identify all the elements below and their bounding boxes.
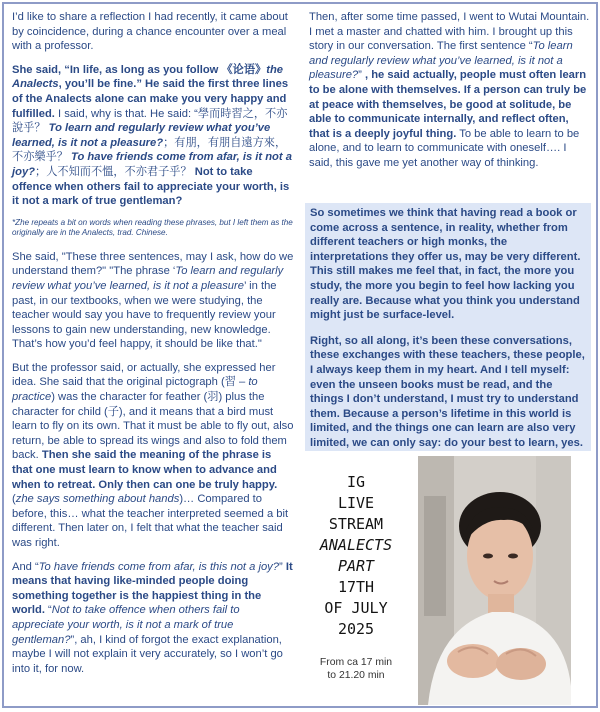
text-segment: ” [358, 69, 365, 82]
stream-label-line: STREAM [328, 515, 384, 533]
text-segment: But the professor said, or actually, she expressed her idea. She said that the original pictograph (習 – [12, 361, 276, 389]
stream-label-line: 17TH [337, 578, 375, 596]
pictograph-paragraph [12, 361, 294, 551]
text-segment: Then she said the meaning of the phrase is that one must learn to know when to advance and when to retreat. Only then can one be truly happy. [12, 449, 278, 491]
text-segment: ) was the character for feather (羽) plus the character for child (子), and it means that a bird must learn to fly on its own. That it must be able to fly out, also return, be able to spread its wings and also to fold them back. [12, 391, 294, 462]
text-segment: To have friends come from afar, is it not a joy? [12, 151, 292, 178]
timestamp-range [311, 656, 401, 682]
intro-paragraph: I’d like to share a reflection I had recently, it came about by coincidence, during a chance encounter over a meal with a professor. [12, 11, 288, 53]
analects-lines-paragraph [12, 63, 294, 209]
text-segment: I said, why is that. He said: “學而時習之，不亦說乎？ [12, 107, 288, 135]
timestamp-end: to 21.20 min [327, 670, 385, 681]
text-segment: To have friends come from afar, is this not a joy? [38, 560, 279, 573]
text-segment: To be able to learn to be alone, and to learn to communicate with oneself…. I said, this gave me yet another way of thinking. [309, 127, 580, 169]
text-segment: To learn and regularly review what you’ve learned, is it not a pleasure? [309, 40, 573, 82]
text-segment: )… Compared to before, this… what the teacher interpreted seemed a bit different. Then later on, I felt that what the teacher said was right. [12, 493, 289, 549]
stream-label-line: ANALECTS [319, 536, 393, 554]
speaker-illustration [418, 456, 571, 705]
text-segment: , you’ll be fine.” He said the first three lines of the Analects alone can make you very happy and fulfilled. [12, 78, 289, 120]
stream-label-line: IG [346, 473, 366, 491]
text-segment: to practice [12, 376, 258, 404]
text-segment: To learn and regularly review what you’ve learned, is it not a pleasure [12, 265, 284, 292]
livestream-photo [418, 456, 571, 705]
wutai-paragraph [309, 10, 591, 171]
text-segment: ” [279, 560, 286, 573]
text-segment: ’ in the past, in our textbooks, when we were studying, the teacher would say you have to frequently review your lessons to gain new understanding, new knowledge. That’s how you’d feel happy, it should be like that." [12, 279, 277, 351]
timestamp-start: From ca 17 min [319, 657, 393, 668]
stream-label-line: 2025 [337, 620, 375, 638]
callout-paragraph-2 [310, 334, 586, 451]
stream-label-line: OF JULY [324, 599, 388, 617]
right-column [309, 10, 591, 180]
text-segment: ；有朋，有朋自遠方來，不亦樂乎？ [12, 136, 287, 164]
stream-label-line: PART [337, 557, 375, 575]
text-segment: She said, "These three sentences, may I ask, how do we understand them?" "The phrase ‘ [12, 250, 294, 278]
text-segment: She said, “In life, as long as you follow 《论语》 [12, 63, 267, 76]
text-segment: “ [44, 604, 52, 617]
friends-paragraph [12, 560, 294, 677]
callout-paragraph-1 [310, 206, 586, 323]
text-segment: , he said actually, people must often learn to be alone with themselves. If a person can truly be at peace with themselves, be good at solitude, be able to communicate internally, and reflect often, that is a deeply joyful thing. [309, 69, 587, 140]
text-segment: And “ [12, 560, 39, 573]
text-segment: Not to take offence when others fail to appreciate your worth, is it not a mark of true gentleman? [12, 165, 290, 208]
callout-text-2: Right, so all along, it’s been these conversations, these exchanges with these teachers, these people, I always keep them in my heart. And I tell myself: even the unseen books must be read, and the things I don’t understand, I must try to understand them. Because a person’s lifetime in this world is limited, and the things one can learn are also very limited, we can only say: do your best to learn, yes. [310, 334, 585, 449]
text-segment: It means that having like-minded people doing something together is the happiest thing in the world. [12, 560, 293, 617]
text-segment: ( [12, 493, 16, 506]
text-segment: Not to take offence when others fail to appreciate your worth, is it not a mark of true gentleman? [12, 604, 240, 646]
stream-label-line: LIVE [337, 494, 375, 512]
text-segment: ”, ah, I kind of forgot the exact explanation, maybe I will not explain it very accurately, so I won’t go into it, for now. [12, 633, 283, 675]
text-segment: To learn and regularly review what you’ve learned, is it not a pleasure? [12, 122, 271, 149]
reflection-callout [305, 203, 591, 451]
page [2, 2, 598, 708]
translator-note: *Zhe repeats a bit on words when reading these phrases, but I left them as the originally are in the Analects, trad. Chinese. [12, 217, 293, 237]
left-column [12, 10, 294, 685]
stream-label [311, 472, 401, 682]
text-segment: ；人不知而不慍，不亦君子乎？ [35, 165, 195, 178]
text-segment: zhe says something about hands [15, 493, 180, 506]
text-segment: Then, after some time passed, I went to Wutai Mountain. I met a master and chatted with him. I brought up this story in our conversation. The first sentence “ [309, 11, 590, 53]
text-segment: the Analects [12, 63, 284, 91]
textbook-paragraph [12, 250, 294, 352]
callout-text-1: So sometimes we think that having read a book or come across a sentence, in reality, whether from different teachers or high monks, the interpretations they offer us, may be very different. This still makes me feel that, in fact, the more you study, the more you begin to feel how lacking you really are. Because what you think you understand might just be surface-level. [310, 207, 581, 322]
